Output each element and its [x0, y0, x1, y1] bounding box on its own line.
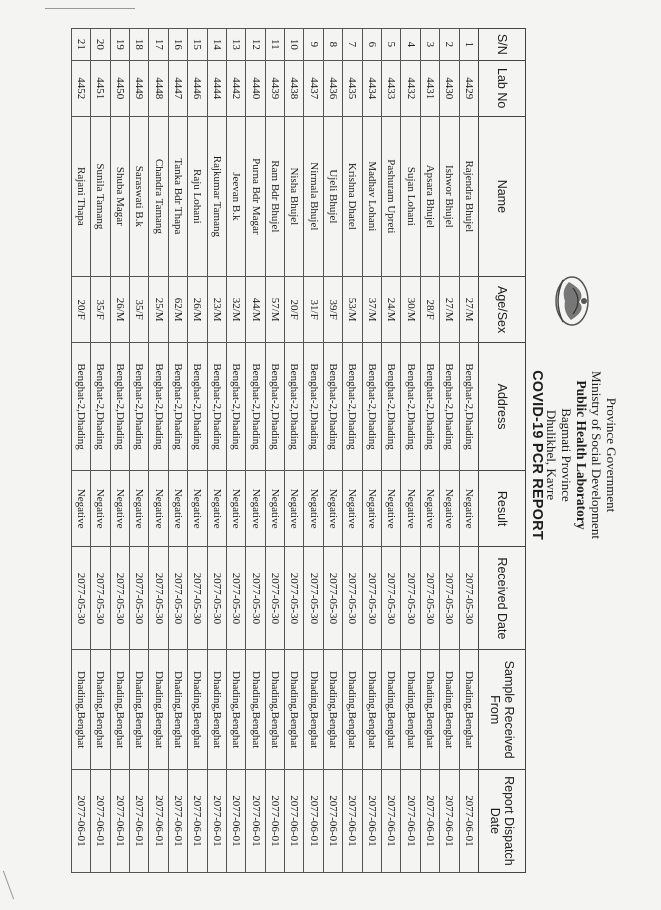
cell-age-sex: 24/M	[382, 276, 401, 342]
cell-received-date: 2077-05-30	[149, 547, 168, 650]
cell-name: Sujan Lohani	[401, 116, 420, 276]
cell-lab-no: 4452	[71, 60, 90, 116]
table-row	[110, 29, 129, 873]
cell-age-sex: 27/M	[459, 276, 478, 342]
cell-sample-from: Dhading,Benghat	[459, 650, 478, 769]
cell-address: Benghat-2,Dhading	[362, 343, 381, 471]
cell-dispatch-date: 2077-06-01	[285, 769, 304, 872]
cell-name: Ujeli Bhujel	[323, 116, 342, 276]
cell-result: Negative	[188, 470, 207, 547]
cell-age-sex: 26/M	[188, 276, 207, 342]
cell-lab-no: 4436	[323, 60, 342, 116]
cell-sample-from: Dhading,Benghat	[382, 650, 401, 769]
cell-age-sex: 20/F	[285, 276, 304, 342]
table-row	[129, 29, 148, 873]
report-title: COVID-19 PCR REPORT	[529, 370, 545, 540]
cell-age-sex: 28/F	[420, 276, 439, 342]
cell-age-sex: 53/M	[343, 276, 362, 342]
cell-dispatch-date: 2077-06-01	[343, 769, 362, 872]
cell-received-date: 2077-05-30	[401, 547, 420, 650]
table-row	[246, 29, 265, 873]
cell-sn: 5	[382, 29, 401, 61]
table-row	[71, 29, 90, 873]
table-body	[71, 29, 478, 873]
cell-lab-no: 4449	[129, 60, 148, 116]
cell-name: Ram Bdr Bhujel	[265, 116, 284, 276]
cell-sn: 3	[420, 29, 439, 61]
cell-result: Negative	[149, 470, 168, 547]
cell-sample-from: Dhading,Benghat	[304, 650, 323, 769]
cell-sample-from: Dhading,Benghat	[129, 650, 148, 769]
cell-sn: 11	[265, 29, 284, 61]
cell-sn: 20	[91, 29, 110, 61]
cell-age-sex: 57/M	[265, 276, 284, 342]
cell-dispatch-date: 2077-06-01	[129, 769, 148, 872]
column-header: Lab No	[479, 60, 526, 116]
cell-name: Nirmala Bhujel	[304, 116, 323, 276]
cell-received-date: 2077-05-30	[226, 547, 245, 650]
cell-result: Negative	[265, 470, 284, 547]
cell-sample-from: Dhading,Benghat	[401, 650, 420, 769]
cell-result: Negative	[71, 470, 90, 547]
cell-sn: 16	[168, 29, 187, 61]
cell-dispatch-date: 2077-06-01	[382, 769, 401, 872]
pcr-report-table	[71, 28, 526, 873]
cell-sn: 15	[188, 29, 207, 61]
cell-dispatch-date: 2077-06-01	[265, 769, 284, 872]
cell-address: Benghat-2,Dhading	[420, 343, 439, 471]
cell-sn: 21	[71, 29, 90, 61]
cell-name: Madhav Lohani	[362, 116, 381, 276]
cell-address: Benghat-2,Dhading	[129, 343, 148, 471]
cell-result: Negative	[246, 470, 265, 547]
cell-result: Negative	[420, 470, 439, 547]
cell-result: Negative	[382, 470, 401, 547]
cell-sn: 12	[246, 29, 265, 61]
cell-age-sex: 31/F	[304, 276, 323, 342]
cell-age-sex: 23/M	[207, 276, 226, 342]
cell-age-sex: 35/F	[129, 276, 148, 342]
cell-address: Benghat-2,Dhading	[459, 343, 478, 471]
cell-dispatch-date: 2077-06-01	[304, 769, 323, 872]
cell-sample-from: Dhading,Benghat	[168, 650, 187, 769]
cell-lab-no: 4451	[91, 60, 110, 116]
cell-received-date: 2077-05-30	[343, 547, 362, 650]
table-row	[149, 29, 168, 873]
cell-result: Negative	[91, 470, 110, 547]
cell-result: Negative	[285, 470, 304, 547]
cell-dispatch-date: 2077-06-01	[362, 769, 381, 872]
column-header: Received Date	[479, 547, 526, 650]
column-header: Age/Sex	[479, 276, 526, 342]
cell-dispatch-date: 2077-06-01	[420, 769, 439, 872]
cell-sn: 4	[401, 29, 420, 61]
cell-sample-from: Dhading,Benghat	[246, 650, 265, 769]
cell-received-date: 2077-05-30	[323, 547, 342, 650]
cell-lab-no: 4429	[459, 60, 478, 116]
table-row	[459, 29, 478, 873]
cell-sample-from: Dhading,Benghat	[420, 650, 439, 769]
cell-address: Benghat-2,Dhading	[401, 343, 420, 471]
cell-sample-from: Dhading,Benghat	[323, 650, 342, 769]
cell-address: Benghat-2,Dhading	[440, 343, 459, 471]
cell-address: Benghat-2,Dhading	[91, 343, 110, 471]
cell-dispatch-date: 2077-06-01	[188, 769, 207, 872]
cell-address: Benghat-2,Dhading	[110, 343, 129, 471]
cell-result: Negative	[168, 470, 187, 547]
cell-lab-no: 4450	[110, 60, 129, 116]
cell-lab-no: 4433	[382, 60, 401, 116]
header-line-lab: Public Health Laboratory	[574, 380, 589, 530]
cell-result: Negative	[459, 470, 478, 547]
cell-result: Negative	[440, 470, 459, 547]
header-line-province: Province Government	[604, 397, 619, 513]
cell-received-date: 2077-05-30	[265, 547, 284, 650]
cell-received-date: 2077-05-30	[207, 547, 226, 650]
cell-sample-from: Dhading,Benghat	[440, 650, 459, 769]
cell-lab-no: 4446	[188, 60, 207, 116]
cell-sample-from: Dhading,Benghat	[71, 650, 90, 769]
cell-sn: 13	[226, 29, 245, 61]
cell-result: Negative	[110, 470, 129, 547]
table-row	[188, 29, 207, 873]
cell-result: Negative	[304, 470, 323, 547]
cell-name: Sunila Tamang	[91, 116, 110, 276]
cell-age-sex: 39/F	[323, 276, 342, 342]
cell-received-date: 2077-05-30	[420, 547, 439, 650]
table-row	[420, 29, 439, 873]
cell-lab-no: 4439	[265, 60, 284, 116]
cell-received-date: 2077-05-30	[382, 547, 401, 650]
cell-name: Apsara Bhujel	[420, 116, 439, 276]
cell-address: Benghat-2,Dhading	[149, 343, 168, 471]
cell-lab-no: 4438	[285, 60, 304, 116]
table-row	[343, 29, 362, 873]
cell-lab-no: 4444	[207, 60, 226, 116]
cell-sn: 19	[110, 29, 129, 61]
cell-name: Pashuram Upreti	[382, 116, 401, 276]
cell-dispatch-date: 2077-06-01	[207, 769, 226, 872]
cell-name: Chandra Tamang	[149, 116, 168, 276]
cell-dispatch-date: 2077-06-01	[71, 769, 90, 872]
cell-lab-no: 4431	[420, 60, 439, 116]
cell-sn: 14	[207, 29, 226, 61]
cell-sn: 6	[362, 29, 381, 61]
cell-age-sex: 32/M	[226, 276, 245, 342]
table-row	[226, 29, 245, 873]
cell-name: Rajendra Bhujel	[459, 116, 478, 276]
table-row	[382, 29, 401, 873]
cell-name: Jeevan B.k	[226, 116, 245, 276]
cell-age-sex: 62/M	[168, 276, 187, 342]
cell-sample-from: Dhading,Benghat	[91, 650, 110, 769]
column-header: Result	[479, 470, 526, 547]
header-line-location: Dhulikhel, Kavre	[544, 409, 559, 501]
cell-age-sex: 26/M	[110, 276, 129, 342]
column-header: Report Dispatch Date	[479, 769, 526, 872]
cell-received-date: 2077-05-30	[459, 547, 478, 650]
cell-result: Negative	[362, 470, 381, 547]
cell-result: Negative	[207, 470, 226, 547]
cell-result: Negative	[401, 470, 420, 547]
cell-sn: 18	[129, 29, 148, 61]
cell-sample-from: Dhading,Benghat	[110, 650, 129, 769]
cell-sn: 8	[323, 29, 342, 61]
cell-dispatch-date: 2077-06-01	[459, 769, 478, 872]
header-line-ministry: Ministry of Social Development	[589, 371, 604, 539]
cell-lab-no: 4437	[304, 60, 323, 116]
cell-name: Rajkumar Tamang	[207, 116, 226, 276]
cell-lab-no: 4447	[168, 60, 187, 116]
cell-received-date: 2077-05-30	[362, 547, 381, 650]
cell-age-sex: 44/M	[246, 276, 265, 342]
cell-address: Benghat-2,Dhading	[71, 343, 90, 471]
cell-name: Nisha Bhujel	[285, 116, 304, 276]
table-row	[401, 29, 420, 873]
cell-dispatch-date: 2077-06-01	[401, 769, 420, 872]
cell-age-sex: 37/M	[362, 276, 381, 342]
cell-lab-no: 4440	[246, 60, 265, 116]
cell-dispatch-date: 2077-06-01	[440, 769, 459, 872]
cell-name: Krishna Dhatel	[343, 116, 362, 276]
cell-name: Saraswati B.k	[129, 116, 148, 276]
table-row	[362, 29, 381, 873]
cell-dispatch-date: 2077-06-01	[226, 769, 245, 872]
header-line-region: Bagmati Province	[559, 408, 574, 502]
cell-address: Benghat-2,Dhading	[382, 343, 401, 471]
cell-lab-no: 4434	[362, 60, 381, 116]
cell-received-date: 2077-05-30	[304, 547, 323, 650]
cell-received-date: 2077-05-30	[440, 547, 459, 650]
cell-age-sex: 25/M	[149, 276, 168, 342]
cell-sn: 9	[304, 29, 323, 61]
cell-received-date: 2077-05-30	[188, 547, 207, 650]
cell-name: Shuba Magar	[110, 116, 129, 276]
cell-received-date: 2077-05-30	[246, 547, 265, 650]
cell-sn: 1	[459, 29, 478, 61]
cell-received-date: 2077-05-30	[71, 547, 90, 650]
cell-dispatch-date: 2077-06-01	[323, 769, 342, 872]
cell-name: Tanka Bdr Thapa	[168, 116, 187, 276]
cell-age-sex: 27/M	[440, 276, 459, 342]
column-header: Sample Received From	[479, 650, 526, 769]
cell-lab-no: 4435	[343, 60, 362, 116]
cell-received-date: 2077-05-30	[168, 547, 187, 650]
cell-received-date: 2077-05-30	[285, 547, 304, 650]
cell-sample-from: Dhading,Benghat	[343, 650, 362, 769]
cell-sample-from: Dhading,Benghat	[149, 650, 168, 769]
cell-result: Negative	[323, 470, 342, 547]
cell-sample-from: Dhading,Benghat	[207, 650, 226, 769]
cell-received-date: 2077-05-30	[110, 547, 129, 650]
report-header	[529, 0, 619, 910]
cell-address: Benghat-2,Dhading	[168, 343, 187, 471]
table-row	[440, 29, 459, 873]
cell-dispatch-date: 2077-06-01	[168, 769, 187, 872]
cell-dispatch-date: 2077-06-01	[149, 769, 168, 872]
cell-lab-no: 4448	[149, 60, 168, 116]
table-row	[323, 29, 342, 873]
cell-sample-from: Dhading,Benghat	[265, 650, 284, 769]
table-row	[168, 29, 187, 873]
cell-lab-no: 4442	[226, 60, 245, 116]
nepal-emblem-icon	[553, 272, 593, 330]
cell-result: Negative	[129, 470, 148, 547]
cell-address: Benghat-2,Dhading	[304, 343, 323, 471]
cell-name: Purna Bdr Magar	[246, 116, 265, 276]
cell-dispatch-date: 2077-06-01	[246, 769, 265, 872]
cell-address: Benghat-2,Dhading	[207, 343, 226, 471]
cell-sample-from: Dhading,Benghat	[285, 650, 304, 769]
table-row	[304, 29, 323, 873]
table-row	[265, 29, 284, 873]
cell-address: Benghat-2,Dhading	[343, 343, 362, 471]
cell-dispatch-date: 2077-06-01	[91, 769, 110, 872]
cell-age-sex: 20/F	[71, 276, 90, 342]
column-header: Address	[479, 343, 526, 471]
column-header: Name	[479, 116, 526, 276]
cell-address: Benghat-2,Dhading	[285, 343, 304, 471]
cell-lab-no: 4432	[401, 60, 420, 116]
table-row	[207, 29, 226, 873]
table-row	[285, 29, 304, 873]
cell-name: Ishwor Bhujel	[440, 116, 459, 276]
cell-sn: 17	[149, 29, 168, 61]
cell-sample-from: Dhading,Benghat	[226, 650, 245, 769]
table-row	[91, 29, 110, 873]
table-header-row	[479, 29, 526, 873]
cell-result: Negative	[343, 470, 362, 547]
cell-lab-no: 4430	[440, 60, 459, 116]
cell-address: Benghat-2,Dhading	[246, 343, 265, 471]
cell-address: Benghat-2,Dhading	[188, 343, 207, 471]
cell-received-date: 2077-05-30	[129, 547, 148, 650]
cell-name: Rajani Thapa	[71, 116, 90, 276]
cell-age-sex: 35/F	[91, 276, 110, 342]
cell-result: Negative	[226, 470, 245, 547]
cell-received-date: 2077-05-30	[91, 547, 110, 650]
cell-age-sex: 30/M	[401, 276, 420, 342]
cell-sn: 7	[343, 29, 362, 61]
cell-sn: 2	[440, 29, 459, 61]
cell-sample-from: Dhading,Benghat	[188, 650, 207, 769]
cell-address: Benghat-2,Dhading	[265, 343, 284, 471]
cell-sn: 10	[285, 29, 304, 61]
cell-dispatch-date: 2077-06-01	[110, 769, 129, 872]
cell-name: Raju Lohani	[188, 116, 207, 276]
cell-address: Benghat-2,Dhading	[226, 343, 245, 471]
column-header: S/N	[479, 29, 526, 61]
cell-sample-from: Dhading,Benghat	[362, 650, 381, 769]
cell-address: Benghat-2,Dhading	[323, 343, 342, 471]
